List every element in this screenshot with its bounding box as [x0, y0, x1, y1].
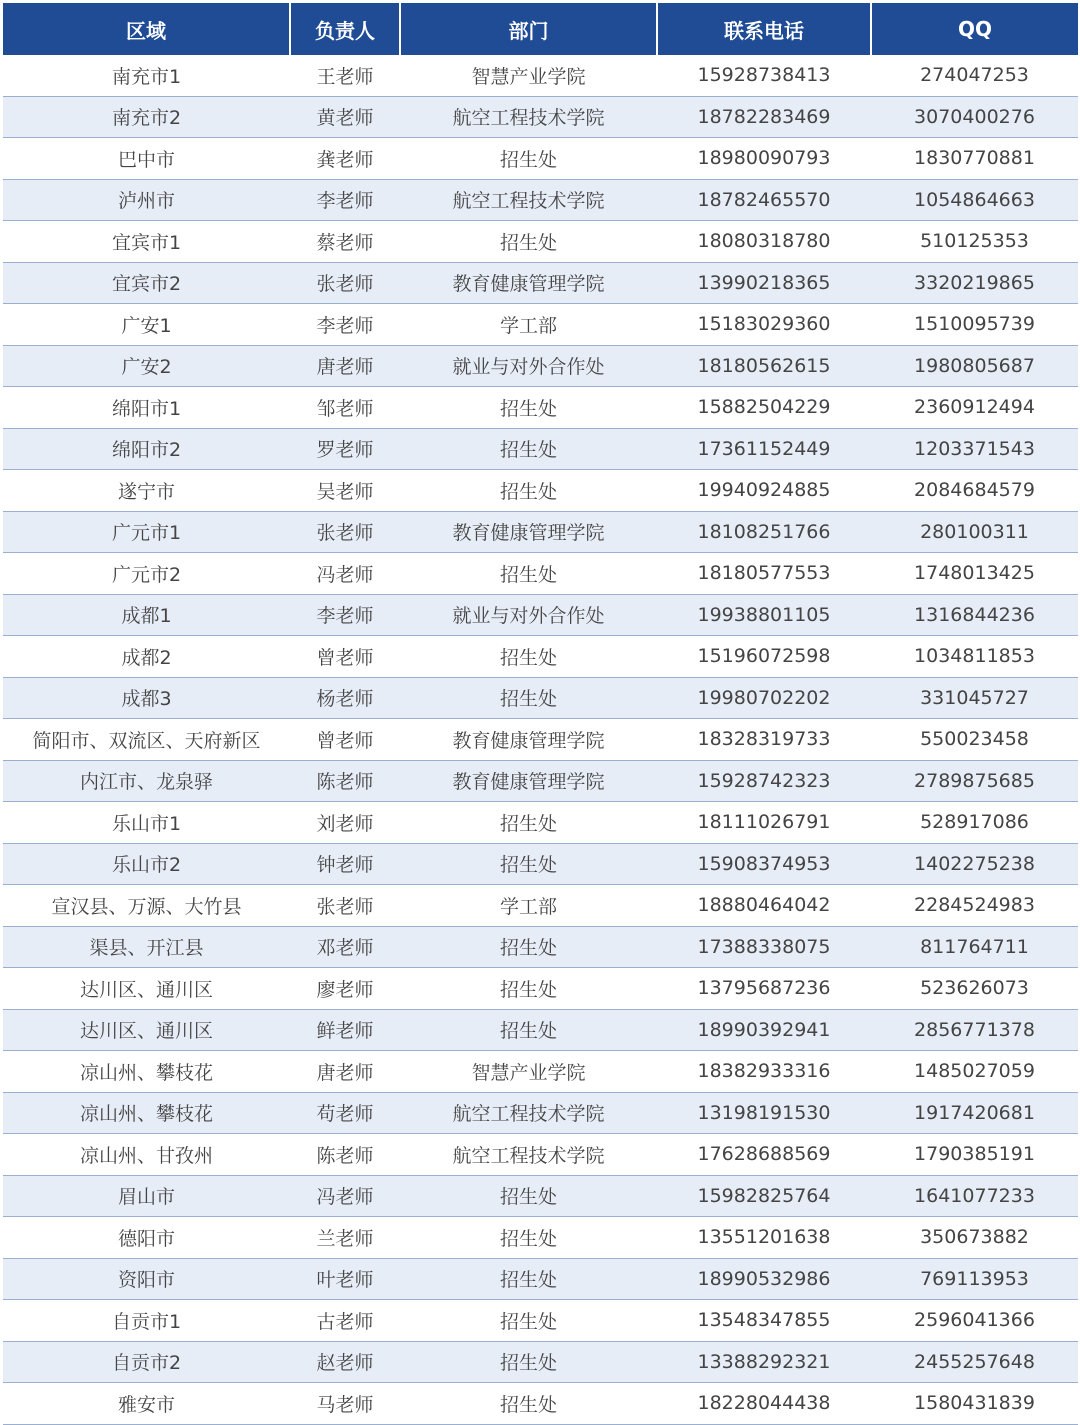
cell-department: 招生处	[400, 1217, 657, 1259]
table-row	[3, 1383, 1078, 1425]
cell-person: 叶老师	[290, 1258, 400, 1300]
cell-region: 广元市2	[3, 553, 290, 595]
cell-qq: 2084684579	[871, 470, 1078, 512]
cell-region: 宜宾市2	[3, 262, 290, 304]
cell-person: 吴老师	[290, 470, 400, 512]
cell-person: 冯老师	[290, 553, 400, 595]
cell-phone: 13548347855	[657, 1300, 871, 1342]
table-row	[3, 96, 1078, 138]
cell-person: 张老师	[290, 262, 400, 304]
cell-person: 李老师	[290, 594, 400, 636]
table-row	[3, 1009, 1078, 1051]
table-row	[3, 221, 1078, 263]
table-row	[3, 1300, 1078, 1342]
cell-person: 曾老师	[290, 636, 400, 678]
cell-region: 绵阳市1	[3, 387, 290, 429]
cell-region: 乐山市2	[3, 843, 290, 885]
cell-phone: 18980090793	[657, 138, 871, 180]
cell-region: 内江市、龙泉驿	[3, 760, 290, 802]
table-row	[3, 719, 1078, 761]
cell-region: 渠县、开江县	[3, 926, 290, 968]
table-row	[3, 885, 1078, 927]
cell-qq: 2596041366	[871, 1300, 1078, 1342]
table-row	[3, 636, 1078, 678]
cell-qq: 2856771378	[871, 1009, 1078, 1051]
cell-person: 鲜老师	[290, 1009, 400, 1051]
cell-person: 兰老师	[290, 1217, 400, 1259]
cell-qq: 350673882	[871, 1217, 1078, 1259]
cell-qq: 1203371543	[871, 428, 1078, 470]
cell-region: 宣汉县、万源、大竹县	[3, 885, 290, 927]
cell-department: 航空工程技术学院	[400, 1134, 657, 1176]
table-row	[3, 968, 1078, 1010]
cell-phone: 18108251766	[657, 511, 871, 553]
cell-person: 邹老师	[290, 387, 400, 429]
cell-person: 唐老师	[290, 1051, 400, 1093]
cell-qq: 1980805687	[871, 345, 1078, 387]
table-row	[3, 677, 1078, 719]
cell-region: 绵阳市2	[3, 428, 290, 470]
cell-department: 就业与对外合作处	[400, 345, 657, 387]
cell-region: 宜宾市1	[3, 221, 290, 263]
cell-department: 招生处	[400, 1300, 657, 1342]
cell-person: 古老师	[290, 1300, 400, 1342]
table-row	[3, 1134, 1078, 1176]
cell-qq: 1790385191	[871, 1134, 1078, 1176]
cell-qq: 1641077233	[871, 1175, 1078, 1217]
cell-phone: 15183029360	[657, 304, 871, 346]
cell-person: 廖老师	[290, 968, 400, 1010]
cell-qq: 769113953	[871, 1258, 1078, 1300]
cell-person: 曾老师	[290, 719, 400, 761]
cell-person: 黄老师	[290, 96, 400, 138]
cell-department: 招生处	[400, 636, 657, 678]
cell-person: 陈老师	[290, 760, 400, 802]
cell-region: 成都2	[3, 636, 290, 678]
cell-department: 招生处	[400, 470, 657, 512]
cell-phone: 19940924885	[657, 470, 871, 512]
cell-person: 罗老师	[290, 428, 400, 470]
cell-qq: 1917420681	[871, 1092, 1078, 1134]
table-row	[3, 926, 1078, 968]
column-header-person: 负责人	[290, 3, 400, 55]
cell-person: 李老师	[290, 179, 400, 221]
cell-department: 就业与对外合作处	[400, 594, 657, 636]
cell-person: 赵老师	[290, 1341, 400, 1383]
cell-department: 航空工程技术学院	[400, 96, 657, 138]
table-header	[3, 3, 1078, 55]
cell-region: 泸州市	[3, 179, 290, 221]
cell-person: 马老师	[290, 1383, 400, 1425]
cell-region: 资阳市	[3, 1258, 290, 1300]
cell-phone: 18111026791	[657, 802, 871, 844]
cell-phone: 18180577553	[657, 553, 871, 595]
cell-qq: 1485027059	[871, 1051, 1078, 1093]
table-row	[3, 262, 1078, 304]
cell-person: 张老师	[290, 885, 400, 927]
cell-qq: 1034811853	[871, 636, 1078, 678]
cell-person: 张老师	[290, 511, 400, 553]
cell-phone: 18990532986	[657, 1258, 871, 1300]
cell-phone: 13551201638	[657, 1217, 871, 1259]
table-row	[3, 179, 1078, 221]
cell-department: 招生处	[400, 553, 657, 595]
cell-department: 招生处	[400, 1175, 657, 1217]
cell-department: 招生处	[400, 428, 657, 470]
table-row	[3, 553, 1078, 595]
cell-person: 苟老师	[290, 1092, 400, 1134]
cell-qq: 280100311	[871, 511, 1078, 553]
cell-person: 杨老师	[290, 677, 400, 719]
table-row	[3, 304, 1078, 346]
cell-person: 蔡老师	[290, 221, 400, 263]
cell-department: 智慧产业学院	[400, 1051, 657, 1093]
cell-department: 招生处	[400, 138, 657, 180]
cell-department: 智慧产业学院	[400, 55, 657, 96]
table-row	[3, 138, 1078, 180]
cell-person: 李老师	[290, 304, 400, 346]
cell-department: 招生处	[400, 968, 657, 1010]
table-row	[3, 843, 1078, 885]
table-row	[3, 511, 1078, 553]
cell-phone: 18880464042	[657, 885, 871, 927]
cell-qq: 1054864663	[871, 179, 1078, 221]
cell-region: 眉山市	[3, 1175, 290, 1217]
table-row	[3, 1092, 1078, 1134]
cell-qq: 523626073	[871, 968, 1078, 1010]
cell-phone: 18328319733	[657, 719, 871, 761]
cell-department: 招生处	[400, 802, 657, 844]
cell-qq: 331045727	[871, 677, 1078, 719]
cell-region: 达川区、通川区	[3, 1009, 290, 1051]
cell-person: 冯老师	[290, 1175, 400, 1217]
cell-phone: 13795687236	[657, 968, 871, 1010]
cell-phone: 17361152449	[657, 428, 871, 470]
cell-qq: 2455257648	[871, 1341, 1078, 1383]
table-row	[3, 1051, 1078, 1093]
table-row	[3, 1341, 1078, 1383]
column-header-department: 部门	[400, 3, 657, 55]
cell-phone: 13388292321	[657, 1341, 871, 1383]
cell-department: 招生处	[400, 1341, 657, 1383]
cell-region: 达川区、通川区	[3, 968, 290, 1010]
cell-qq: 274047253	[871, 55, 1078, 96]
table-row	[3, 345, 1078, 387]
cell-phone: 15928738413	[657, 55, 871, 96]
cell-phone: 15928742323	[657, 760, 871, 802]
cell-qq: 2284524983	[871, 885, 1078, 927]
table-row	[3, 1217, 1078, 1259]
table-row	[3, 1175, 1078, 1217]
cell-phone: 15908374953	[657, 843, 871, 885]
cell-person: 陈老师	[290, 1134, 400, 1176]
cell-person: 钟老师	[290, 843, 400, 885]
cell-region: 德阳市	[3, 1217, 290, 1259]
cell-phone: 13990218365	[657, 262, 871, 304]
cell-region: 凉山州、攀枝花	[3, 1051, 290, 1093]
cell-qq: 1748013425	[871, 553, 1078, 595]
cell-department: 招生处	[400, 843, 657, 885]
header-row	[3, 3, 1078, 55]
table-row	[3, 760, 1078, 802]
cell-qq: 2789875685	[871, 760, 1078, 802]
cell-phone: 18782283469	[657, 96, 871, 138]
cell-department: 招生处	[400, 221, 657, 263]
cell-region: 成都1	[3, 594, 290, 636]
cell-department: 教育健康管理学院	[400, 719, 657, 761]
cell-region: 广元市1	[3, 511, 290, 553]
table-body	[3, 55, 1078, 1424]
cell-qq: 550023458	[871, 719, 1078, 761]
cell-qq: 2360912494	[871, 387, 1078, 429]
cell-department: 招生处	[400, 1258, 657, 1300]
cell-person: 唐老师	[290, 345, 400, 387]
cell-phone: 18782465570	[657, 179, 871, 221]
cell-qq: 3070400276	[871, 96, 1078, 138]
cell-qq: 528917086	[871, 802, 1078, 844]
cell-person: 刘老师	[290, 802, 400, 844]
cell-qq: 1580431839	[871, 1383, 1078, 1425]
cell-department: 学工部	[400, 304, 657, 346]
cell-region: 南充市1	[3, 55, 290, 96]
cell-phone: 13198191530	[657, 1092, 871, 1134]
cell-department: 招生处	[400, 387, 657, 429]
table-row	[3, 594, 1078, 636]
cell-region: 南充市2	[3, 96, 290, 138]
cell-department: 航空工程技术学院	[400, 1092, 657, 1134]
cell-department: 招生处	[400, 1009, 657, 1051]
cell-department: 教育健康管理学院	[400, 262, 657, 304]
cell-person: 王老师	[290, 55, 400, 96]
table-row	[3, 55, 1078, 96]
cell-region: 凉山州、甘孜州	[3, 1134, 290, 1176]
table-row	[3, 428, 1078, 470]
cell-phone: 18080318780	[657, 221, 871, 263]
table-row	[3, 802, 1078, 844]
cell-qq: 1830770881	[871, 138, 1078, 180]
contact-table	[3, 3, 1078, 1425]
cell-region: 凉山州、攀枝花	[3, 1092, 290, 1134]
cell-phone: 18990392941	[657, 1009, 871, 1051]
cell-phone: 15882504229	[657, 387, 871, 429]
cell-region: 遂宁市	[3, 470, 290, 512]
column-header-region: 区域	[3, 3, 290, 55]
cell-region: 自贡市2	[3, 1341, 290, 1383]
cell-person: 龚老师	[290, 138, 400, 180]
cell-phone: 18228044438	[657, 1383, 871, 1425]
column-header-qq: QQ	[871, 3, 1078, 55]
cell-person: 邓老师	[290, 926, 400, 968]
cell-phone: 15196072598	[657, 636, 871, 678]
cell-region: 广安1	[3, 304, 290, 346]
cell-department: 招生处	[400, 1383, 657, 1425]
cell-region: 雅安市	[3, 1383, 290, 1425]
cell-phone: 15982825764	[657, 1175, 871, 1217]
cell-qq: 811764711	[871, 926, 1078, 968]
cell-department: 航空工程技术学院	[400, 179, 657, 221]
cell-region: 自贡市1	[3, 1300, 290, 1342]
cell-qq: 510125353	[871, 221, 1078, 263]
cell-region: 广安2	[3, 345, 290, 387]
cell-qq: 1402275238	[871, 843, 1078, 885]
cell-phone: 18180562615	[657, 345, 871, 387]
cell-region: 成都3	[3, 677, 290, 719]
cell-department: 招生处	[400, 926, 657, 968]
cell-department: 教育健康管理学院	[400, 511, 657, 553]
column-header-phone: 联系电话	[657, 3, 871, 55]
cell-department: 教育健康管理学院	[400, 760, 657, 802]
cell-qq: 1316844236	[871, 594, 1078, 636]
cell-phone: 19980702202	[657, 677, 871, 719]
cell-phone: 17628688569	[657, 1134, 871, 1176]
cell-phone: 19938801105	[657, 594, 871, 636]
table-row	[3, 387, 1078, 429]
cell-qq: 1510095739	[871, 304, 1078, 346]
cell-phone: 18382933316	[657, 1051, 871, 1093]
cell-phone: 17388338075	[657, 926, 871, 968]
cell-qq: 3320219865	[871, 262, 1078, 304]
table-row	[3, 1258, 1078, 1300]
table-row	[3, 470, 1078, 512]
cell-department: 招生处	[400, 677, 657, 719]
cell-region: 简阳市、双流区、天府新区	[3, 719, 290, 761]
cell-region: 巴中市	[3, 138, 290, 180]
cell-region: 乐山市1	[3, 802, 290, 844]
cell-department: 学工部	[400, 885, 657, 927]
